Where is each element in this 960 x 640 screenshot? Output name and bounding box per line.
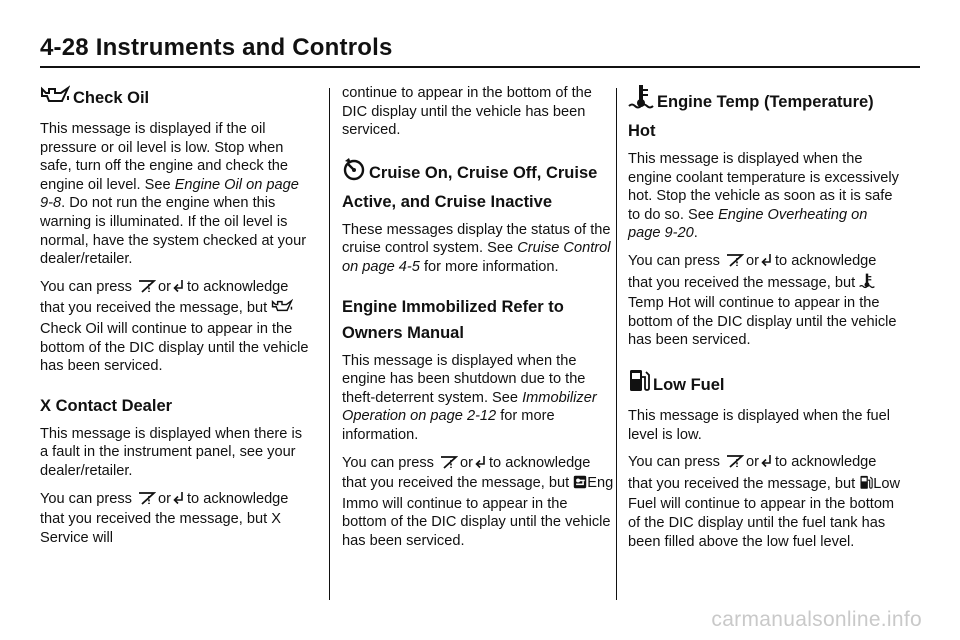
cruise-heading <box>342 157 614 215</box>
oil-can-icon <box>271 298 293 320</box>
text: Service will <box>40 529 113 546</box>
menu-button-icon <box>138 491 156 511</box>
text: or <box>746 454 759 471</box>
text: You can press <box>628 252 725 269</box>
text: Temp Hot will continue to appear in the bottom of the DIC display until the vehicle has been serviced. <box>628 295 897 349</box>
column-2 <box>342 84 614 560</box>
enter-button-icon <box>173 279 185 299</box>
text: to acknowledge that you received the message, but <box>40 490 289 528</box>
header-rule <box>40 66 920 68</box>
page-header <box>40 30 920 66</box>
enter-button-icon <box>761 253 773 273</box>
text: You can press <box>40 490 137 507</box>
text: This message is displayed if the oil pressure or oil level is low. Stop when safe, turn off the engine and check the engine oil level. See <box>40 121 289 193</box>
text: for more information. <box>342 408 555 443</box>
engine-temp-title: Engine Temp (Temperature) Hot <box>628 93 874 140</box>
text: to acknowledge that you received the message, but <box>342 454 591 492</box>
menu-button-icon <box>726 253 744 273</box>
coolant-temperature-icon <box>859 273 875 295</box>
oil-can-icon <box>40 84 70 114</box>
enter-button-icon <box>761 454 773 474</box>
column-divider <box>329 88 330 600</box>
immobilized-heading: Engine Immobilized Refer to Owners Manual <box>342 297 564 342</box>
contact-dealer-acknowledge <box>40 490 312 548</box>
text: to acknowledge that you received the message, but <box>40 278 289 317</box>
cruise-description <box>342 221 614 277</box>
check-oil-title: Check Oil <box>73 89 150 107</box>
text: Eng Immo will continue to appear in the bottom of the DIC display until the vehicle has been serviced. <box>342 475 614 549</box>
text: or <box>158 278 171 295</box>
watermark: carmanualsonline.info <box>711 608 922 631</box>
low-fuel-description: This message is displayed when the fuel level is low. <box>628 407 891 443</box>
engine-temp-acknowledge <box>628 252 900 350</box>
cross-reference: Engine Overheating on page 9-20 <box>628 206 868 242</box>
low-fuel-acknowledge <box>628 453 900 551</box>
text: or <box>460 454 473 471</box>
contact-dealer-heading: X Contact Dealer <box>40 396 173 415</box>
text: This message is displayed when the engine has been shutdown due to the theft-deterrent system. See <box>342 352 586 406</box>
text: These messages display the status of the cruise control system. See <box>342 221 611 257</box>
immobilizer-key-icon <box>573 475 587 495</box>
text: to acknowledge that you received the message, but <box>628 454 877 492</box>
enter-button-icon <box>475 455 487 475</box>
text: You can press <box>342 454 439 471</box>
check-oil-acknowledge <box>40 278 312 376</box>
text: Check Oil will continue to appear in the bottom of the DIC display until the vehicle has been serviced. <box>40 320 309 375</box>
cross-reference: Engine Oil on page 9-8 <box>40 176 299 212</box>
text: Low Fuel will continue to appear in the bottom of the DIC display until the fuel tank has been filled above the low fuel level. <box>628 475 900 550</box>
cross-reference: Immobilizer Operation on page 2-12 <box>342 389 597 425</box>
fuel-pump-icon <box>859 474 873 496</box>
immobilized-acknowledge <box>342 454 614 551</box>
contact-dealer-description: This message is displayed when there is a fault in the instrument panel, see your dealer/retailer. <box>40 425 303 479</box>
low-fuel-heading <box>628 367 900 401</box>
check-oil-description <box>40 120 312 269</box>
coolant-temperature-icon <box>628 84 654 118</box>
low-fuel-title: Low Fuel <box>653 375 725 394</box>
engine-temp-description <box>628 150 900 243</box>
cruise-title: Cruise On, Cruise Off, Cruise Active, and Cruise Inactive <box>342 163 598 211</box>
fuel-pump-icon <box>628 367 650 401</box>
column-1 <box>40 84 312 556</box>
text: or <box>746 252 759 269</box>
cruise-control-icon <box>342 157 366 189</box>
text: for more information. <box>419 258 559 275</box>
menu-button-icon <box>440 455 458 475</box>
text: You can press <box>628 454 725 471</box>
text: . <box>693 225 698 242</box>
column-divider <box>616 88 617 600</box>
text: or <box>158 490 171 507</box>
cross-reference: Cruise Control on page 4-5 <box>342 240 611 275</box>
text: You can press <box>40 278 137 295</box>
check-oil-heading <box>40 84 312 114</box>
text: . Do not run the engine when this warning is illuminated. If the oil level is normal, have the system checked at your dealer/retailer. <box>40 195 307 268</box>
immobilized-description <box>342 352 614 445</box>
continued-text: continue to appear in the bottom of the DIC display until the vehicle has been serviced. <box>342 85 592 139</box>
text: X <box>271 511 281 528</box>
column-3 <box>628 84 900 560</box>
menu-button-icon <box>726 454 744 474</box>
engine-temp-heading <box>628 84 900 144</box>
enter-button-icon <box>173 491 185 511</box>
text: This message is displayed when the engine coolant temperature is excessively hot. Stop the vehicle as soon as it is safe to do so. See <box>628 151 899 223</box>
menu-button-icon <box>138 279 156 299</box>
page-title: 4-28 Instruments and Controls <box>40 34 393 61</box>
text: to acknowledge that you received the message, but <box>628 252 877 291</box>
